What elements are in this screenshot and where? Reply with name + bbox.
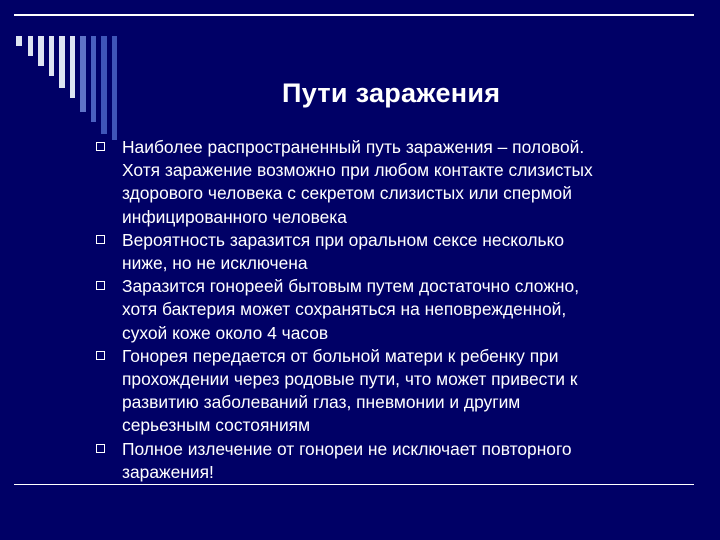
bars-graphic	[0, 0, 120, 140]
bar	[59, 36, 65, 88]
bullet-item	[96, 229, 696, 275]
hollow-square-icon	[96, 444, 105, 453]
bullet-line: Наиболее распространенный путь заражения – половой.	[122, 137, 585, 157]
bullet-list	[96, 136, 696, 484]
bullet-line: Гонорея передается от больной матери к ребенку при	[122, 345, 559, 366]
bar	[80, 36, 86, 112]
bullet-line: инфицированного человека	[122, 206, 347, 227]
bullet-line: Вероятность заразится при оральном сексе несколько	[122, 229, 565, 250]
bar	[70, 36, 75, 98]
bar	[91, 36, 96, 122]
bullet-item	[96, 438, 696, 484]
bullet-line: Заразится гонореей бытовым путем достаточно сложно,	[122, 276, 580, 297]
bullet-line: серьезным состояниям	[122, 415, 311, 436]
bullet-line: хотя бактерия может сохраняться на неповрежденной,	[122, 299, 567, 320]
bullet-line: развитию заболеваний глаз, пневмонии и другим	[122, 392, 521, 413]
bullet-line: заражения!	[122, 461, 214, 482]
bar	[49, 36, 54, 76]
bullet-item	[96, 345, 696, 438]
bullet-line: Полное излечение от гонореи не исключает повторного	[122, 438, 572, 459]
decorative-bars	[0, 0, 120, 140]
bar	[28, 36, 33, 56]
bullet-line: прохождении через родовые пути, что может привести к	[122, 369, 578, 390]
bottom-divider-line	[14, 484, 694, 485]
hollow-square-icon	[96, 351, 105, 360]
bullet-item	[96, 136, 696, 229]
bullet-line: сухой коже около 4 часов	[122, 322, 329, 343]
top-divider-line	[14, 14, 694, 16]
bar	[112, 36, 117, 140]
hollow-square-icon	[96, 235, 105, 244]
bullet-line: здорового человека с секретом слизистых или спермой	[122, 183, 572, 204]
hollow-square-icon	[96, 281, 105, 290]
slide-title: Пути заражения	[282, 78, 501, 108]
bullet-line: Хотя заражение возможно при любом контакте слизистых	[122, 160, 593, 181]
bar	[101, 36, 107, 134]
bullet-line: ниже, но не исключена	[122, 253, 308, 274]
bar	[16, 36, 22, 46]
bullet-item	[96, 275, 696, 345]
bar	[38, 36, 44, 66]
hollow-square-icon	[96, 142, 105, 151]
